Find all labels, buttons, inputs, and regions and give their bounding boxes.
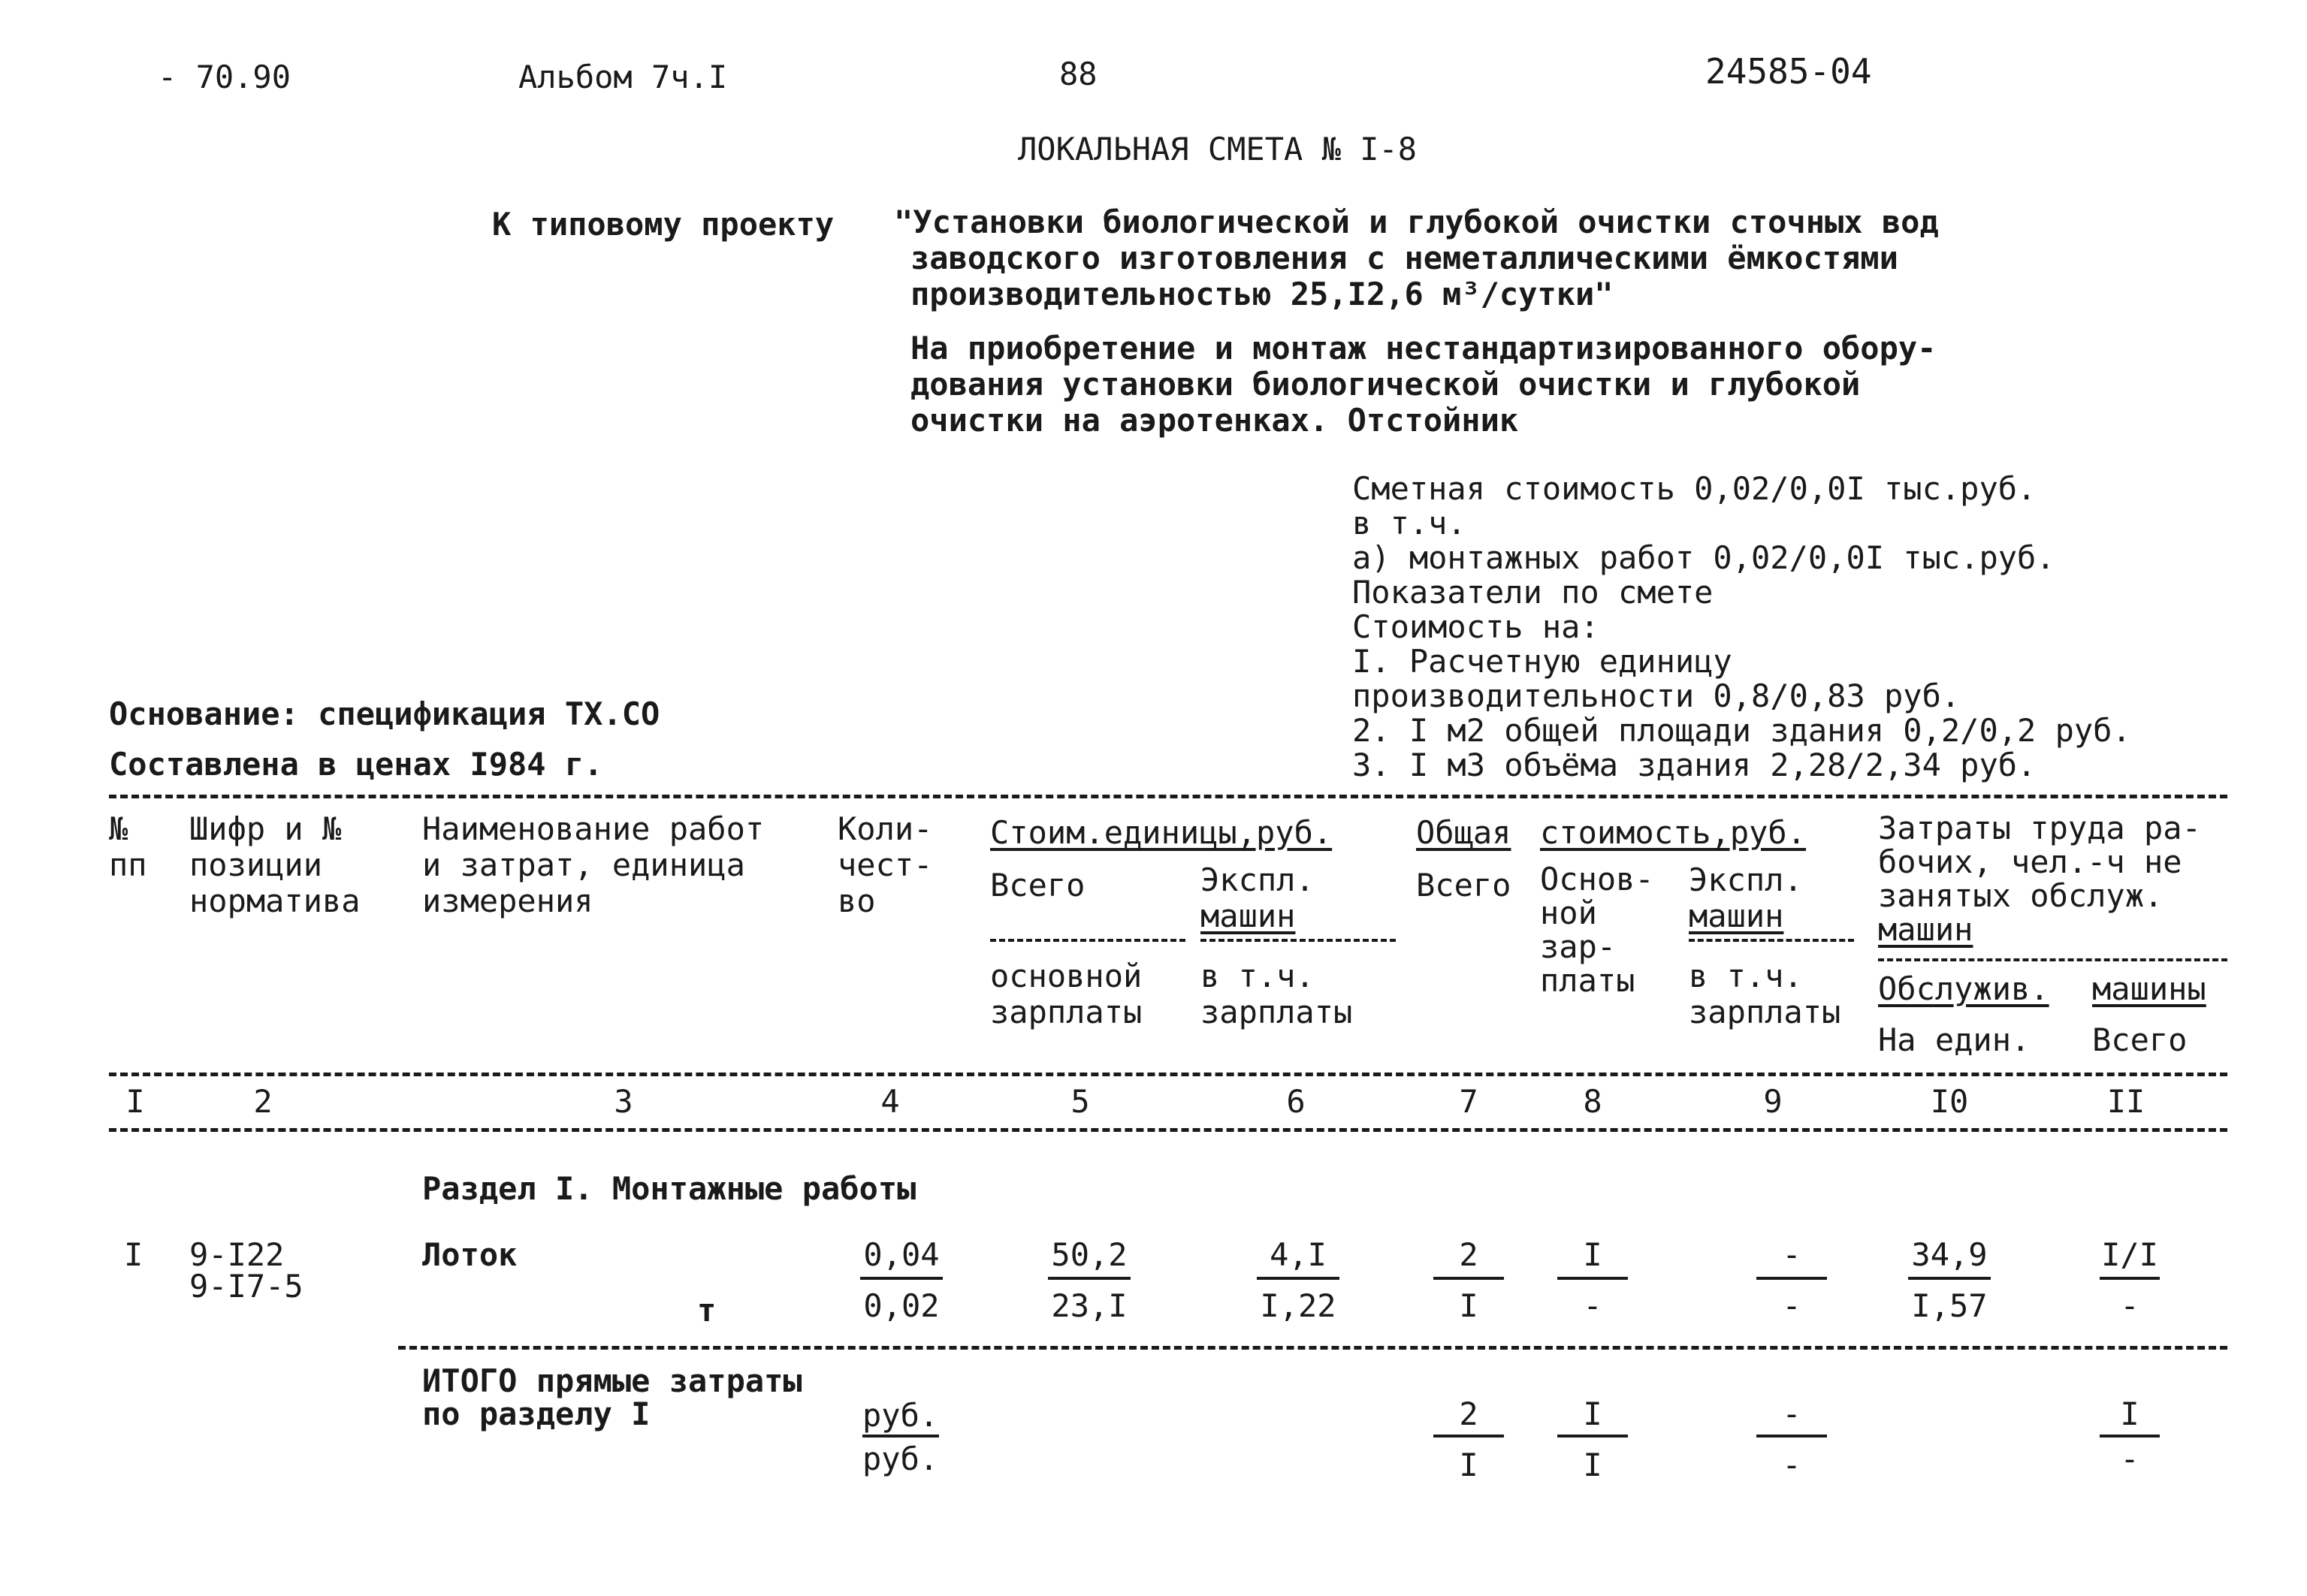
fraction-bar xyxy=(1048,1277,1131,1280)
column-number: 9 xyxy=(1763,1083,1783,1120)
row-number: I xyxy=(124,1236,143,1273)
header-sub-rule-5 xyxy=(990,939,1185,942)
page-title: ЛОКАЛЬНАЯ СМЕТА № I-8 xyxy=(1018,131,1418,167)
qty-bottom: 0,02 xyxy=(863,1287,940,1324)
total-wage-bottom: I xyxy=(1583,1447,1602,1483)
fraction-bar xyxy=(1756,1277,1827,1280)
total-top-rule xyxy=(398,1346,2227,1350)
prices-text: Составлена в ценах I984 г. xyxy=(109,746,603,783)
total-bottom: I xyxy=(1459,1287,1478,1324)
header-labor-sub-b: машины xyxy=(2092,970,2206,1007)
cost-summary xyxy=(1352,472,2131,783)
page-number: 88 xyxy=(1059,56,1098,92)
column-number: I0 xyxy=(1930,1083,1969,1120)
header-col-10: На един. xyxy=(1878,1021,2031,1058)
fraction-bar xyxy=(2100,1435,2160,1438)
column-number: 7 xyxy=(1459,1083,1478,1120)
unit-wage-bottom: 23,I xyxy=(1051,1287,1128,1324)
table-top-rule xyxy=(109,795,2227,798)
machines-bottom: - xyxy=(1782,1287,1801,1324)
summary-line: 3. I м3 объёма здания 2,28/2,34 руб. xyxy=(1352,747,2037,783)
summary-line: Сметная стоимость 0,02/0,0I тыс.руб. xyxy=(1352,470,2037,507)
total-label: ИТОГО прямые затраты xyxy=(422,1362,802,1399)
row-unit: т xyxy=(697,1292,717,1329)
project-line: заводского изготовления с неметаллическими ёмкостями xyxy=(910,240,1898,276)
column-number-rule xyxy=(109,1128,2227,1132)
fraction-bar xyxy=(860,1277,943,1280)
purpose-line: дования установки биологической очистки и глубокой xyxy=(910,366,1861,403)
fraction-bar xyxy=(2100,1277,2160,1280)
header-sub-rule-6 xyxy=(1200,939,1396,942)
unit-machines-bottom: I,22 xyxy=(1260,1287,1336,1324)
summary-line: Показатели по смете xyxy=(1352,574,1714,611)
total-wage-top: I xyxy=(1583,1395,1602,1432)
header-col-6-top: Экспл. машин xyxy=(1200,861,1315,934)
header-col-9-top: Экспл. машин xyxy=(1689,861,1803,934)
purpose-text xyxy=(910,330,1936,439)
header-labor-group: Затраты труда ра- бочих, чел.-ч не занятых обслуж. машин xyxy=(1878,810,2201,948)
project-line: производительностью 25,I2,6 м³/сутки" xyxy=(910,276,1614,312)
project-line: "Установки биологической и глубокой очистки сточных вод xyxy=(894,204,1939,240)
header-col-9-bottom: в т.ч. зарплаты xyxy=(1689,958,1841,1030)
machines-top: - xyxy=(1782,1236,1801,1273)
row-name: Лоток xyxy=(422,1236,518,1273)
header-sub-rule-9 xyxy=(1689,939,1854,942)
header-col-1: № пп xyxy=(109,810,147,883)
header-total-cost-group-b: стоимость,руб. xyxy=(1540,814,1807,851)
section-title: Раздел I. Монтажные работы xyxy=(422,1170,916,1207)
labor-total-bottom: - xyxy=(2120,1287,2139,1324)
code-left: - 70.90 xyxy=(158,59,291,95)
summary-line: в т.ч. xyxy=(1352,505,1466,542)
total-sum-bottom: I xyxy=(1459,1447,1478,1483)
column-number: 8 xyxy=(1583,1083,1602,1120)
unit-total-top: 50,2 xyxy=(1051,1236,1128,1273)
total-labor-top: I xyxy=(2120,1395,2139,1432)
total-label: по разделу I xyxy=(422,1395,651,1432)
summary-line: а) монтажных работ 0,02/0,0I тыс.руб. xyxy=(1352,539,2055,576)
labor-unit-bottom: I,57 xyxy=(1911,1287,1988,1324)
fraction-bar xyxy=(1557,1435,1628,1438)
column-number: 5 xyxy=(1070,1083,1090,1120)
header-labor-sub-a: Обслужив. xyxy=(1878,970,2049,1007)
fraction-bar xyxy=(862,1435,939,1438)
summary-line: производительности 0,8/0,83 руб. xyxy=(1352,677,1961,714)
total-sum-top: 2 xyxy=(1459,1395,1478,1432)
total-unit-top: руб. xyxy=(862,1397,939,1434)
unit-machines-top: 4,I xyxy=(1270,1236,1327,1273)
header-col-2: Шифр и № позиции норматива xyxy=(189,810,361,919)
project-prefix: К типовому проекту xyxy=(492,206,835,243)
header-col-6-bottom: в т.ч. зарплаты xyxy=(1200,958,1353,1030)
album-label: Альбом 7ч.I xyxy=(518,59,728,95)
fraction-bar xyxy=(1257,1277,1339,1280)
wage-bottom: - xyxy=(1583,1287,1602,1324)
total-machines-bottom: - xyxy=(1782,1447,1801,1483)
basis-text: Основание: спецификация ТХ.СО xyxy=(109,695,660,732)
header-total-cost-group-a: Общая xyxy=(1416,814,1511,851)
column-number: 3 xyxy=(614,1083,633,1120)
purpose-line: На приобретение и монтаж нестандартизированного обору- xyxy=(910,330,1937,367)
summary-line: I. Расчетную единицу xyxy=(1352,643,1732,680)
labor-total-top: I/I xyxy=(2101,1236,2158,1273)
header-col-11: Всего xyxy=(2092,1021,2188,1058)
wage-top: I xyxy=(1583,1236,1602,1273)
labor-unit-top: 34,9 xyxy=(1911,1236,1988,1273)
document-number: 24585-04 xyxy=(1705,51,1872,92)
column-number: 4 xyxy=(880,1083,900,1120)
total-unit-bottom: руб. xyxy=(862,1441,939,1477)
header-col-5-top: Всего xyxy=(990,867,1086,904)
total-labor-bottom: - xyxy=(2120,1441,2139,1477)
column-number: 6 xyxy=(1286,1083,1306,1120)
qty-top: 0,04 xyxy=(863,1236,940,1273)
total-top: 2 xyxy=(1459,1236,1478,1273)
header-col-8: Основ- ной зар- платы xyxy=(1540,861,1654,999)
total-machines-top: - xyxy=(1782,1395,1801,1432)
header-col-7: Всего xyxy=(1416,867,1511,904)
summary-line: 2. I м2 общей площади здания 0,2/0,2 руб. xyxy=(1352,712,2131,749)
row-code: 9-I7-5 xyxy=(189,1268,303,1305)
fraction-bar xyxy=(1433,1277,1504,1280)
header-col-3: Наименование работ и затрат, единица измерения xyxy=(422,810,765,919)
purpose-line: очистки на аэротенках. Отстойник xyxy=(910,402,1519,439)
header-unit-cost-group: Стоим.единицы,руб. xyxy=(990,814,1333,851)
fraction-bar xyxy=(1433,1435,1504,1438)
fraction-bar xyxy=(1908,1277,1991,1280)
header-col-5-bottom: основной зарплаты xyxy=(990,958,1143,1030)
project-name xyxy=(894,204,1939,312)
fraction-bar xyxy=(1756,1435,1827,1438)
column-number: II xyxy=(2106,1083,2145,1120)
row-code: 9-I22 xyxy=(189,1236,285,1273)
fraction-bar xyxy=(1557,1277,1628,1280)
column-number: 2 xyxy=(253,1083,273,1120)
header-bottom-rule xyxy=(109,1073,2227,1076)
header-col-4: Коли- чест- во xyxy=(838,810,933,919)
column-number: I xyxy=(125,1083,145,1120)
summary-line: Стоимость на: xyxy=(1352,608,1599,645)
header-sub-rule-labor xyxy=(1878,958,2227,961)
